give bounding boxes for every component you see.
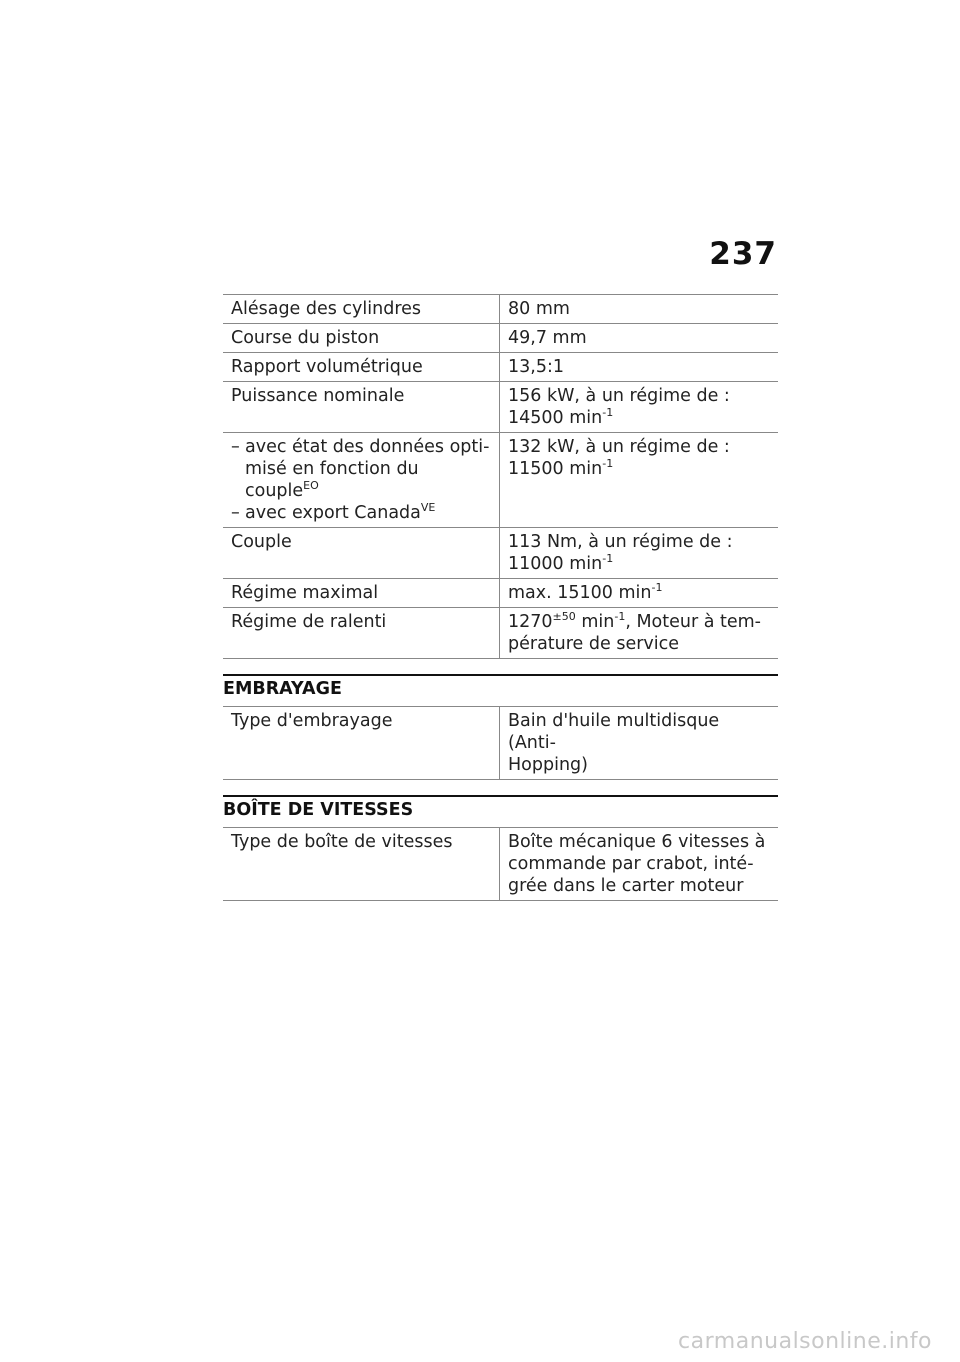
spec-value-line: 156 kW, à un régime de :	[508, 386, 730, 406]
spec-sub-item-text: misé en fonction du couple	[245, 459, 419, 501]
spec-value	[500, 528, 779, 579]
section-heading-gearbox: BOÎTE DE VITESSES	[223, 795, 778, 820]
spec-value-line	[508, 407, 772, 429]
table-row	[223, 528, 778, 579]
table-row	[223, 433, 778, 528]
footnote-marker: VE	[420, 501, 436, 514]
spec-sub-item	[231, 502, 493, 524]
spec-value-text: 1270	[508, 612, 553, 632]
spec-value: 80 mm	[500, 295, 779, 324]
footnote-marker: EO	[303, 479, 319, 492]
gearbox-spec-table	[223, 827, 778, 901]
table-row	[223, 295, 778, 324]
section-heading-clutch: EMBRAYAGE	[223, 674, 778, 699]
spec-label: Alésage des cylindres	[223, 295, 500, 324]
spec-value	[500, 828, 779, 901]
spec-value	[500, 608, 779, 659]
table-row	[223, 608, 778, 659]
spec-value-text: 11500 min	[508, 459, 603, 479]
spec-value-line: pérature de service	[508, 634, 680, 654]
spec-value-line: 113 Nm, à un régime de :	[508, 532, 733, 552]
spec-label: Régime maximal	[223, 579, 500, 608]
spec-value: 49,7 mm	[500, 324, 779, 353]
dash: –	[231, 503, 240, 523]
spec-value-line	[508, 611, 772, 633]
spec-value-line: 132 kW, à un régime de :	[508, 437, 730, 457]
spec-value-text: max. 15100 min	[508, 583, 652, 603]
spec-label: Rapport volumétrique	[223, 353, 500, 382]
exponent: -1	[614, 610, 626, 623]
spec-label	[223, 433, 500, 528]
spec-value-line: grée dans le carter moteur	[508, 876, 744, 896]
page-content	[223, 294, 778, 901]
spec-value-text: 11000 min	[508, 554, 603, 574]
table-row	[223, 382, 778, 433]
spec-value-line	[508, 458, 772, 480]
spec-label: Puissance nominale	[223, 382, 500, 433]
spec-value-text: min	[575, 612, 615, 632]
dash: –	[231, 437, 240, 457]
spec-value-text: 14500 min	[508, 408, 603, 428]
spec-value-line: commande par crabot, inté-	[508, 854, 754, 874]
exponent: -1	[651, 581, 663, 594]
spec-value	[500, 433, 779, 528]
spec-value-line	[508, 553, 772, 575]
spec-value: 13,5:1	[500, 353, 779, 382]
engine-spec-table	[223, 294, 778, 659]
spec-label: Course du piston	[223, 324, 500, 353]
spec-value	[500, 707, 779, 780]
table-row	[223, 579, 778, 608]
tolerance: ±50	[552, 610, 576, 623]
clutch-spec-table	[223, 706, 778, 780]
spec-sub-item-text: avec état des données opti-	[245, 437, 490, 457]
exponent: -1	[602, 552, 614, 565]
exponent: -1	[602, 406, 614, 419]
spec-value	[500, 579, 779, 608]
watermark: carmanualsonline.info	[678, 1329, 932, 1354]
spec-sub-item-text: avec export Canada	[245, 503, 421, 523]
table-row	[223, 353, 778, 382]
spec-label: Type d'embrayage	[223, 707, 500, 780]
spec-label: Type de boîte de vitesses	[223, 828, 500, 901]
spec-value-line: Hopping)	[508, 755, 588, 775]
table-row	[223, 828, 778, 901]
spec-label: Régime de ralenti	[223, 608, 500, 659]
page-number: 237	[709, 236, 777, 272]
exponent: -1	[602, 457, 614, 470]
spec-value-line: Bain d'huile multidisque (Anti-	[508, 711, 720, 753]
table-row	[223, 324, 778, 353]
spec-value-text: , Moteur à tem-	[625, 612, 761, 632]
spec-value-line: Boîte mécanique 6 vitesses à	[508, 832, 766, 852]
spec-sub-item	[231, 436, 493, 502]
spec-value	[500, 382, 779, 433]
table-row	[223, 707, 778, 780]
spec-label: Couple	[223, 528, 500, 579]
